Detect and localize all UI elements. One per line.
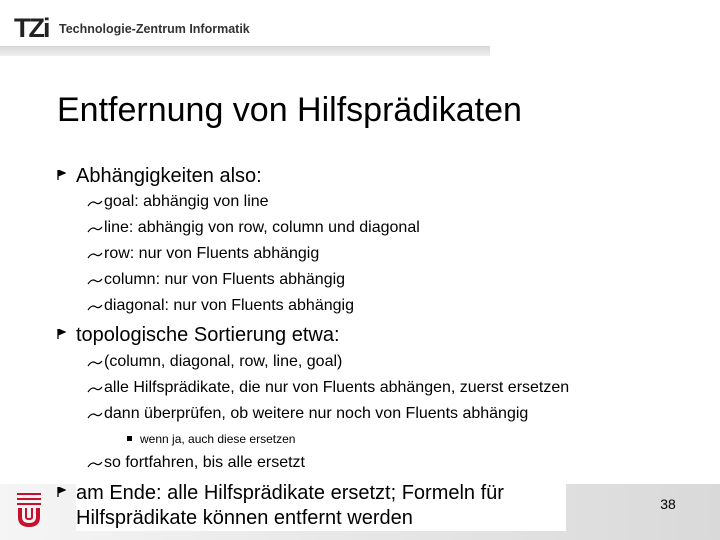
tilde-swoosh-icon bbox=[87, 360, 103, 367]
sub-sub-bullet-text: wenn ja, auch diese ersetzen bbox=[140, 432, 296, 446]
sub-bullet-text: diagonal: nur von Fluents abhängig bbox=[104, 297, 354, 314]
institute-name: Technologie-Zentrum Informatik bbox=[59, 22, 250, 36]
tilde-swoosh-icon bbox=[87, 200, 103, 207]
header-divider bbox=[0, 46, 490, 56]
tilde-swoosh-icon bbox=[87, 252, 103, 259]
tilde-swoosh-icon bbox=[87, 461, 103, 468]
university-bremen-logo-icon bbox=[14, 491, 44, 531]
tilde-swoosh-icon bbox=[87, 386, 103, 393]
tilde-swoosh-icon bbox=[87, 226, 103, 233]
sub-bullet-text: dann überprüfen, ob weitere nur noch von Fluents abhängig bbox=[104, 405, 529, 422]
pennant-icon bbox=[57, 170, 66, 180]
sub-bullet-text: column: nur von Fluents abhängig bbox=[104, 271, 346, 288]
slide-title: Entfernung von Hilfsprädikaten bbox=[57, 91, 522, 129]
sub-bullet-text: line: abhängig von row, column und diagonal bbox=[104, 219, 420, 236]
bullet-text: Abhängigkeiten also: bbox=[76, 165, 262, 187]
pennant-icon bbox=[57, 487, 66, 497]
square-icon bbox=[127, 436, 132, 441]
header-bar bbox=[0, 0, 720, 44]
bullet-text: am Ende: alle Hilfsprädikate ersetzt; Formeln für Hilfsprädikate können entfernt werden bbox=[76, 481, 566, 531]
pennant-icon bbox=[57, 329, 66, 339]
sub-bullet-text: so fortfahren, bis alle ersetzt bbox=[104, 454, 305, 471]
sub-bullet-text: alle Hilfsprädikate, die nur von Fluents abhängen, zuerst ersetzen bbox=[104, 379, 570, 396]
tilde-swoosh-icon bbox=[87, 278, 103, 285]
tzi-logo bbox=[14, 14, 49, 42]
tilde-swoosh-icon bbox=[87, 304, 103, 311]
bullet-text: topologische Sortierung etwa: bbox=[76, 324, 340, 346]
sub-bullet-text: (column, diagonal, row, line, goal) bbox=[104, 353, 343, 370]
tilde-swoosh-icon bbox=[87, 412, 103, 419]
page-number: 38 bbox=[660, 496, 676, 512]
sub-bullet-text: goal: abhängig von line bbox=[104, 193, 269, 210]
tzi-logo-text: TZi bbox=[14, 13, 49, 43]
sub-bullet-text: row: nur von Fluents abhängig bbox=[104, 245, 320, 262]
